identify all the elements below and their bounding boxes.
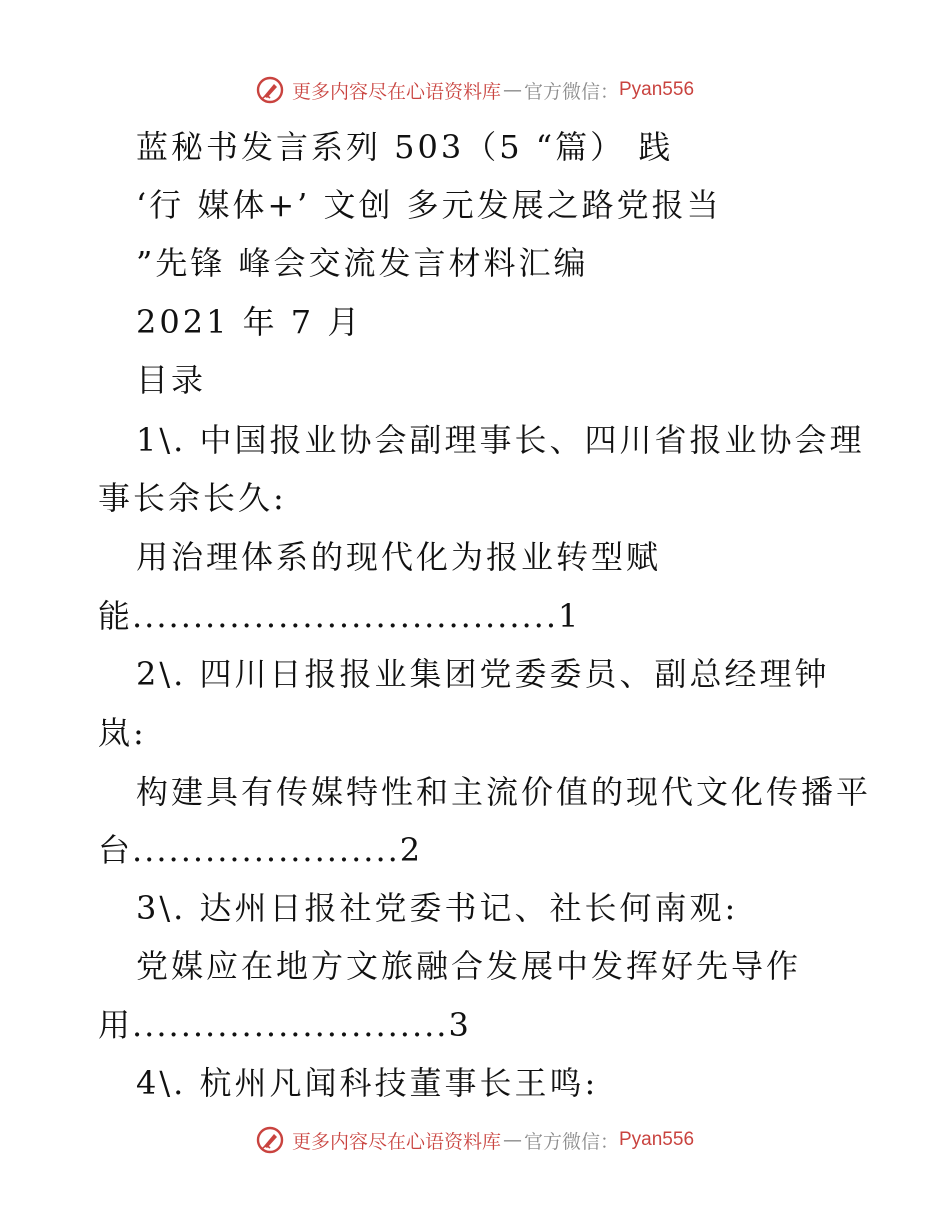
watermark-header (0, 76, 950, 104)
toc-item-3-title: 党媒应在地方文旅融合发展中发挥好先导作 (136, 947, 802, 985)
toc-item-3-speaker: 3\. 达州日报社党委书记、社长何南观: (136, 889, 739, 927)
watermark-text: 更多内容尽在心语资料库 (291, 80, 501, 103)
toc-item-1-speaker-cont: 事长余长久: (98, 479, 287, 517)
toc-item-2-speaker-cont: 岚: (98, 714, 147, 752)
pen-logo-icon (256, 76, 284, 104)
toc-item-3-title-cont: 用..........................3 (98, 1006, 471, 1044)
title-line-1: 蓝秘书发言系列 503（5 “篇） 践 (136, 128, 674, 166)
watermark-id: Pyan556 (619, 79, 695, 100)
toc-item-1-speaker: 1\. 中国报业协会副理事长、四川省报业协会理 (136, 421, 865, 459)
toc-item-4-speaker: 4\. 杭州凡闻科技董事长王鸣: (136, 1064, 599, 1102)
document-date: 2021 年 7 月 (136, 303, 363, 341)
watermark-label: 官方微信： (523, 80, 619, 103)
watermark-separator: — (502, 1129, 522, 1151)
title-line-3: ”先锋 峰会交流发言材料汇编 (136, 244, 589, 282)
toc-item-1-title: 用治理体系的现代化为报业转型赋 (136, 538, 662, 576)
toc-item-2-speaker: 2\. 四川日报报业集团党委委员、副总经理钟 (136, 655, 830, 693)
toc-item-2-title: 构建具有传媒特性和主流价值的现代文化传播平 (136, 773, 872, 811)
toc-item-1-title-cont: 能...................................1 (98, 597, 581, 635)
watermark-label: 官方微信： (523, 1130, 619, 1153)
toc-item-2-title-cont: 台......................2 (98, 831, 423, 869)
pen-logo-icon (256, 1126, 284, 1154)
watermark-separator: — (502, 79, 522, 101)
watermark-text: 更多内容尽在心语资料库 (291, 1130, 501, 1153)
toc-heading: 目录 (136, 361, 207, 399)
watermark-id: Pyan556 (619, 1129, 695, 1150)
watermark-footer (0, 1126, 950, 1154)
title-line-2: ‘行 媒体+’ 文创 多元发展之路党报当 (136, 186, 722, 224)
